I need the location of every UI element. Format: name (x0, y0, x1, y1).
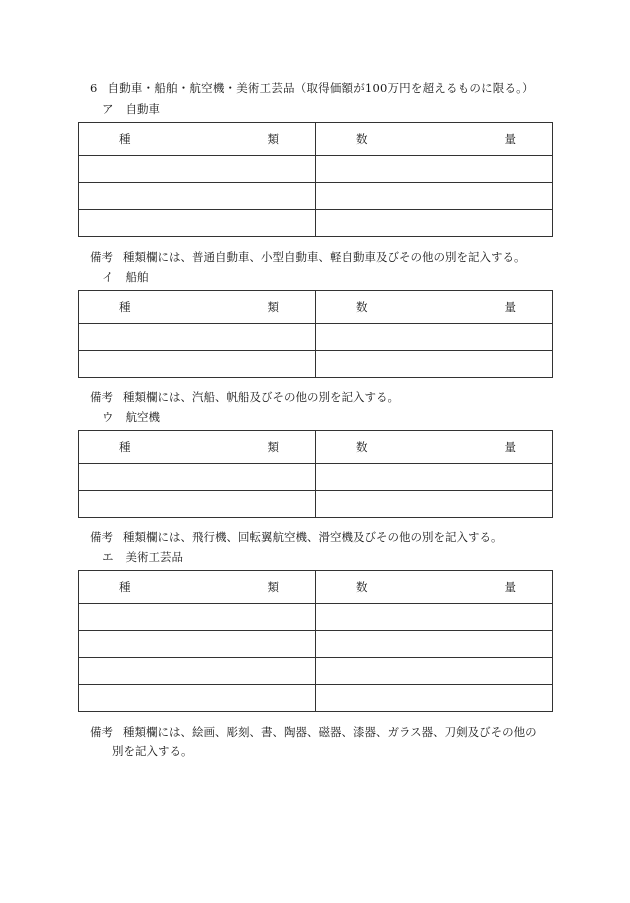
kind-cell[interactable] (79, 685, 316, 712)
quantity-cell[interactable] (316, 210, 553, 237)
kind-header: 種 類 (79, 123, 316, 156)
section-heading (90, 80, 534, 96)
table-row (79, 658, 553, 685)
quantity-cell[interactable] (316, 156, 553, 183)
note-label: 備考 (90, 250, 113, 264)
kind-header: 種 類 (79, 291, 316, 324)
note-text: 種類欄には、飛行機、回転翼航空機、滑空機及びその他の別を記入する。 (123, 530, 503, 544)
note-aircraft (90, 529, 503, 545)
quantity-header: 数 量 (316, 291, 553, 324)
note-ship (90, 389, 399, 405)
kind-cell[interactable] (79, 183, 316, 210)
table-row (79, 685, 553, 712)
subsection-aircraft (102, 409, 160, 425)
note-text: 種類欄には、普通自動車、小型自動車、軽自動車及びその他の別を記入する。 (123, 250, 526, 264)
subsection-automobile (102, 101, 160, 117)
note-label: 備考 (90, 390, 113, 404)
kind-header: 種 類 (79, 571, 316, 604)
note-text: 種類欄には、絵画、彫刻、書、陶器、磁器、漆器、ガラス器、刀剣及びその他の (123, 725, 537, 739)
subsection-ship (102, 269, 149, 285)
table-row (79, 351, 553, 378)
kind-cell[interactable] (79, 491, 316, 518)
kind-cell[interactable] (79, 324, 316, 351)
aircraft-table (78, 430, 553, 518)
note-label: 備考 (90, 725, 113, 739)
quantity-cell[interactable] (316, 685, 553, 712)
subsection-mark: エ (102, 550, 114, 564)
table-row (79, 464, 553, 491)
kind-cell[interactable] (79, 464, 316, 491)
subsection-mark: ア (102, 102, 114, 116)
subsection-title: 船舶 (125, 270, 149, 284)
quantity-cell[interactable] (316, 324, 553, 351)
table-row (79, 324, 553, 351)
quantity-header: 数 量 (316, 571, 553, 604)
kind-cell[interactable] (79, 156, 316, 183)
quantity-cell[interactable] (316, 658, 553, 685)
quantity-cell[interactable] (316, 183, 553, 210)
subsection-artworks (102, 549, 183, 565)
kind-cell[interactable] (79, 631, 316, 658)
artworks-table (78, 570, 553, 712)
note-label: 備考 (90, 530, 113, 544)
kind-cell[interactable] (79, 210, 316, 237)
table-row (79, 491, 553, 518)
quantity-cell[interactable] (316, 604, 553, 631)
table-row (79, 183, 553, 210)
section-title: 自動車・船舶・航空機・美術工芸品（取得価額が100万円を超えるものに限る。） (107, 81, 534, 95)
note-automobile (90, 249, 526, 265)
quantity-cell[interactable] (316, 464, 553, 491)
quantity-cell[interactable] (316, 631, 553, 658)
section-number: 6 (90, 81, 98, 95)
note-artworks-continued: 別を記入する。 (112, 744, 193, 758)
kind-cell[interactable] (79, 604, 316, 631)
subsection-title: 美術工芸品 (125, 550, 183, 564)
subsection-title: 自動車 (125, 102, 160, 116)
kind-cell[interactable] (79, 351, 316, 378)
subsection-mark: イ (102, 270, 114, 284)
table-row (79, 604, 553, 631)
table-row (79, 210, 553, 237)
ship-table (78, 290, 553, 378)
note-text: 種類欄には、汽船、帆船及びその他の別を記入する。 (123, 390, 399, 404)
note-artworks (90, 724, 537, 740)
quantity-header: 数 量 (316, 123, 553, 156)
kind-cell[interactable] (79, 658, 316, 685)
automobile-table (78, 122, 553, 237)
quantity-cell[interactable] (316, 351, 553, 378)
quantity-cell[interactable] (316, 491, 553, 518)
table-row (79, 156, 553, 183)
table-row (79, 631, 553, 658)
subsection-title: 航空機 (125, 410, 160, 424)
subsection-mark: ウ (102, 410, 114, 424)
quantity-header: 数 量 (316, 431, 553, 464)
kind-header: 種 類 (79, 431, 316, 464)
